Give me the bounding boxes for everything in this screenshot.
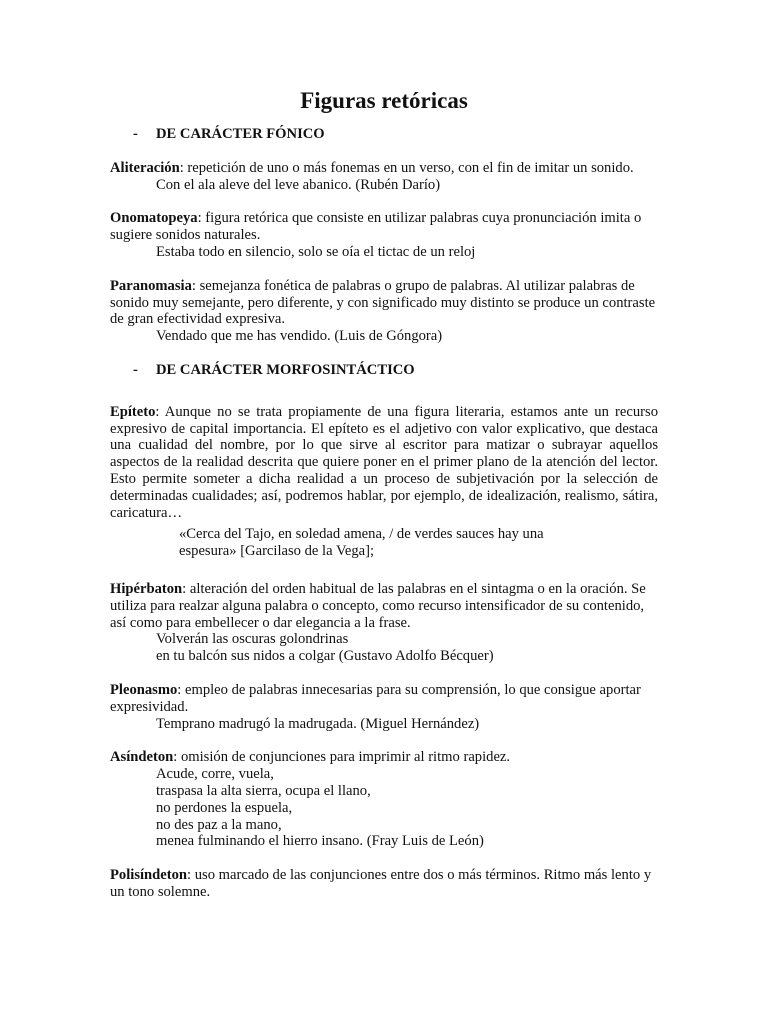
example-line: no perdones la espuela, (156, 799, 293, 816)
example-line: Estaba todo en silencio, solo se oía el tictac de un reloj (156, 243, 476, 260)
section-heading-label: DE CARÁCTER FÓNICO (156, 126, 325, 142)
example-line: Con el ala aleve del leve abanico. (Rubén Darío) (156, 176, 441, 193)
term: Epíteto (110, 403, 156, 420)
term: Paranomasia (110, 277, 192, 294)
example-line: menea fulminando el hierro insano. (Fray Luis de León) (156, 833, 484, 850)
example-line: Volverán las oscuras golondrinas (156, 631, 349, 648)
definition-text: : repetición de uno o más fonemas en un verso, con el fin de imitar un sonido. (179, 159, 634, 176)
definition-text: : semejanza fonética de palabras o grupo de palabras. Al utilizar palabras de sonido muy semejante, pero diferente, y con significado muy distinto se produce un contraste de gran efectividad expresiva. (110, 277, 656, 328)
section-heading-morfosintactico (110, 362, 658, 379)
definition-text: : figura retórica que consiste en utilizar palabras cuya pronunciación imita o sugiere sonidos naturales. (110, 210, 642, 244)
term: Asíndeton (110, 749, 174, 766)
definition-text: : omisión de conjunciones para imprimir al ritmo rapidez. (173, 749, 511, 766)
definition-aliteracion (110, 160, 658, 177)
list-dash: - (133, 126, 138, 142)
document-page (110, 86, 658, 901)
definition-text: : alteración del orden habitual de las palabras en el sintagma o en la oración. Se utiliza para realzar alguna palabra o concepto, como recurso intensificador de su contenido, así como para embellecer o dar elegancia a la frase. (110, 580, 646, 631)
term: Onomatopeya (110, 210, 198, 227)
term: Polisíndeton (110, 867, 188, 884)
example-line: Temprano madrugó la madrugada. (Miguel Hernández) (156, 715, 480, 732)
definition-text: : Aunque no se trata propiamente de una figura literaria, estamos ante un recurso expresivo de capital importancia. El epíteto es el adjetivo con valor explicativo, que destaca una cualidad del nombre, por lo que sirve al escritor para matizar o subrayar aquellos aspectos de la realidad descrita que quiere poner en el primer plano de la atención del lector. Esto permite someter a dicha realidad a un proceso de subjetivación por la selección de determinadas cualidades; así, podremos hablar, por ejemplo, de idealización, realismo, sátira, caricatura… (110, 403, 658, 521)
definition-asindeton (110, 749, 658, 766)
term: Aliteración (110, 159, 180, 176)
definition-epiteto (110, 404, 658, 522)
definition-text: : uso marcado de las conjunciones entre dos o más términos. Ritmo más lento y un tono solemne. (110, 867, 652, 900)
section-heading-label: DE CARÁCTER MORFOSINTÁCTICO (156, 361, 415, 378)
term: Pleonasmo (110, 681, 178, 698)
definition-onomatopeya (110, 210, 658, 244)
quote-garcilaso: «Cerca del Tajo, en soledad amena, / de verdes sauces hay una espesura» [Garcilaso de la Vega]; (179, 526, 544, 560)
definition-hiperbaton (110, 581, 658, 631)
term: Hipérbaton (110, 580, 183, 597)
list-dash: - (133, 361, 138, 378)
example-line: Vendado que me has vendido. (Luis de Góngora) (156, 328, 443, 345)
page-title: Figuras retóricas (300, 88, 468, 113)
example-line: no des paz a la mano, (156, 816, 282, 833)
section-heading-fonico (110, 126, 658, 143)
example-line: Acude, corre, vuela, (156, 766, 274, 783)
definition-pleonasmo (110, 682, 658, 716)
example-line: en tu balcón sus nidos a colgar (Gustavo Adolfo Bécquer) (156, 648, 494, 665)
example-line: traspasa la alta sierra, ocupa el llano, (156, 782, 371, 799)
definition-polisindeton (110, 867, 658, 901)
definition-text: : empleo de palabras innecesarias para su comprensión, lo que consigue aportar expresividad. (110, 681, 641, 715)
definition-paranomasia (110, 278, 658, 328)
